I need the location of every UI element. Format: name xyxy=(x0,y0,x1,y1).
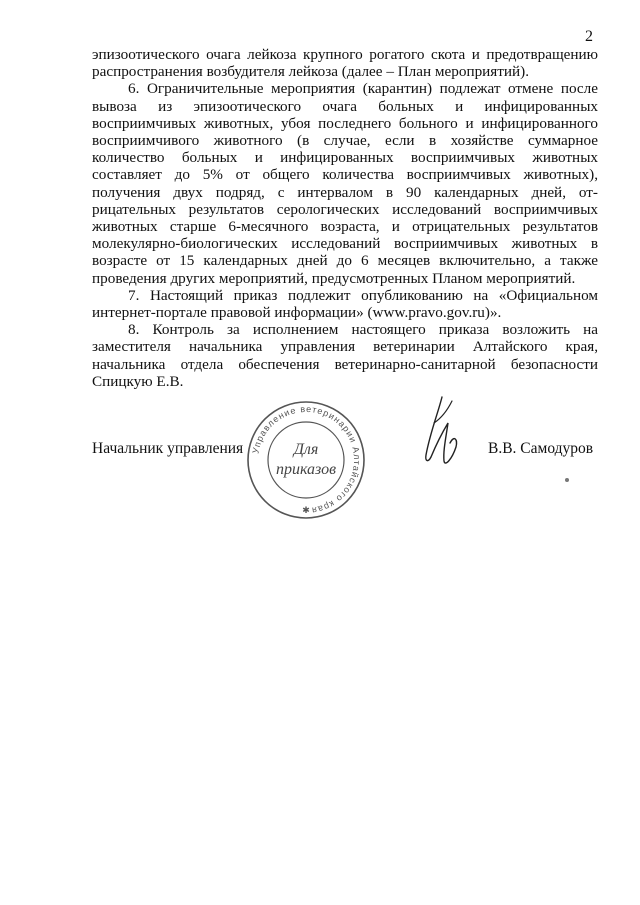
text-line: распространения возбудителя лейкоза (далее – План мероприятий). xyxy=(92,63,530,81)
text-line: получения двух подряд, с интервалом в 90 календарных дней, от- xyxy=(92,183,598,201)
scan-speck xyxy=(565,478,569,482)
signatory-title: Начальник управления xyxy=(92,440,244,457)
svg-text:Управление ветеринарии Алтайск xyxy=(250,404,362,516)
text-line: молекулярно-биологических исследований восприимчивых животных в xyxy=(92,235,598,253)
document-body xyxy=(92,46,598,390)
handwritten-signature xyxy=(412,393,472,473)
text-line: 6. Ограничительные мероприятия (карантин) подлежат отмене после xyxy=(128,80,598,98)
stamp-center-line2: приказов xyxy=(275,461,337,478)
text-line: рицательных результатов серологических исследований восприимчивых xyxy=(92,200,598,218)
text-line: восприимчивых животных, убоя последнего больного и инфицированного xyxy=(92,114,598,132)
text-line: заместителя начальника управления ветеринарии Алтайского края, xyxy=(92,338,598,356)
text-line: животных старше 6-месячного возраста, и отрицательных результатов xyxy=(92,218,598,236)
text-line: 7. Настоящий приказ подлежит опубликованию на «Официальном xyxy=(128,286,598,304)
text-line: возрасте от 15 календарных дней до 6 месяцев включительно, а также xyxy=(92,252,598,270)
page-number: 2 xyxy=(585,28,593,45)
stamp-star-icon: ✱ xyxy=(302,505,310,515)
text-line: эпизоотического очага лейкоза крупного рогатого скота и предотвращению xyxy=(92,46,598,63)
text-line: Спицкую Е.В. xyxy=(92,372,184,390)
stamp-ring-text: Управление ветеринарии Алтайского края xyxy=(250,403,363,516)
text-line: количество больных и инфицированных восприимчивых животных xyxy=(92,149,598,167)
text-line: интернет-портале правовой информации» (www.pravo.gov.ru)». xyxy=(92,304,502,322)
signatory-name: В.В. Самодуров xyxy=(488,440,594,457)
text-line: вывоза из эпизоотического очага больных и инфицированных xyxy=(92,97,598,115)
text-line: начальника отдела обеспечения ветеринарно-санитарной безопасности xyxy=(92,355,598,373)
text-line: 8. Контроль за исполнением настоящего приказа возложить на xyxy=(128,321,598,339)
text-line: проведения других мероприятий, предусмотренных Планом мероприятий. xyxy=(92,269,576,287)
official-stamp xyxy=(242,396,370,524)
text-line: восприимчивого животного (в случае, если в хозяйстве суммарное xyxy=(92,132,598,150)
text-line: составляет до 5% от общего количества восприимчивых животных), xyxy=(92,166,598,184)
stamp-center-line1: Для xyxy=(293,441,319,458)
